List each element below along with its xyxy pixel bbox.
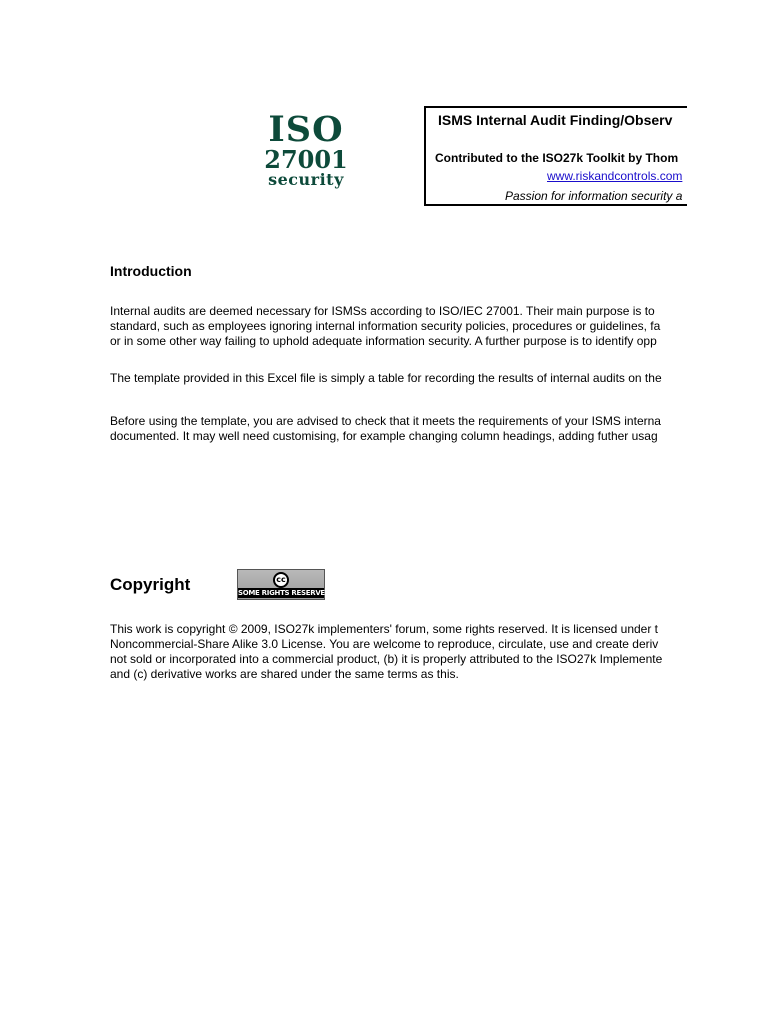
tagline: Passion for information security a: [505, 189, 683, 203]
introduction-paragraph-3: [110, 414, 661, 444]
document-title: ISMS Internal Audit Finding/Observ: [438, 112, 673, 128]
introduction-heading: Introduction: [110, 263, 192, 279]
text-line: Before using the template, you are advised to check that it meets the requirements of your ISMS interna: [110, 414, 661, 428]
text-line: The template provided in this Excel file is simply a table for recording the results of internal audits on the: [110, 371, 662, 385]
website-link[interactable]: www.riskandcontrols.com: [547, 169, 683, 183]
text-line: or in some other way failing to uphold adequate information security. A further purpose is to identify opp: [110, 334, 657, 348]
iso27001-logo: [250, 109, 362, 189]
logo-line-security: security: [268, 170, 344, 189]
text-line: This work is copyright © 2009, ISO27k implementers' forum, some rights reserved. It is licensed under t: [110, 622, 659, 636]
logo-line-iso: ISO: [268, 109, 344, 150]
cc-badge-text: SOME RIGHTS RESERVED: [238, 589, 331, 597]
logo-line-number: 27001: [264, 145, 348, 174]
copyright-heading: Copyright: [110, 575, 191, 594]
header-box: [424, 106, 687, 206]
creative-commons-badge[interactable]: [237, 569, 331, 600]
text-line: documented. It may well need customising, for example changing column headings, adding futher usag: [110, 429, 658, 443]
text-line: Internal audits are deemed necessary for ISMSs according to ISO/IEC 27001. Their main purpose is to: [110, 304, 655, 318]
copyright-paragraph: [110, 622, 662, 682]
text-line: not sold or incorporated into a commercial product, (b) it is properly attributed to the ISO27k Implemente: [110, 652, 663, 666]
introduction-paragraph-2: [110, 371, 662, 386]
introduction-paragraph-1: [110, 304, 660, 349]
text-line: Noncommercial-Share Alike 3.0 License. You are welcome to reproduce, circulate, use and create deriv: [110, 637, 659, 651]
text-line: standard, such as employees ignoring internal information security policies, procedures or guidelines, fa: [110, 319, 661, 333]
cc-icon: cc: [273, 572, 289, 588]
contributor-line: Contributed to the ISO27k Toolkit by Thom: [435, 151, 679, 165]
text-line: and (c) derivative works are shared under the same terms as this.: [110, 667, 459, 681]
